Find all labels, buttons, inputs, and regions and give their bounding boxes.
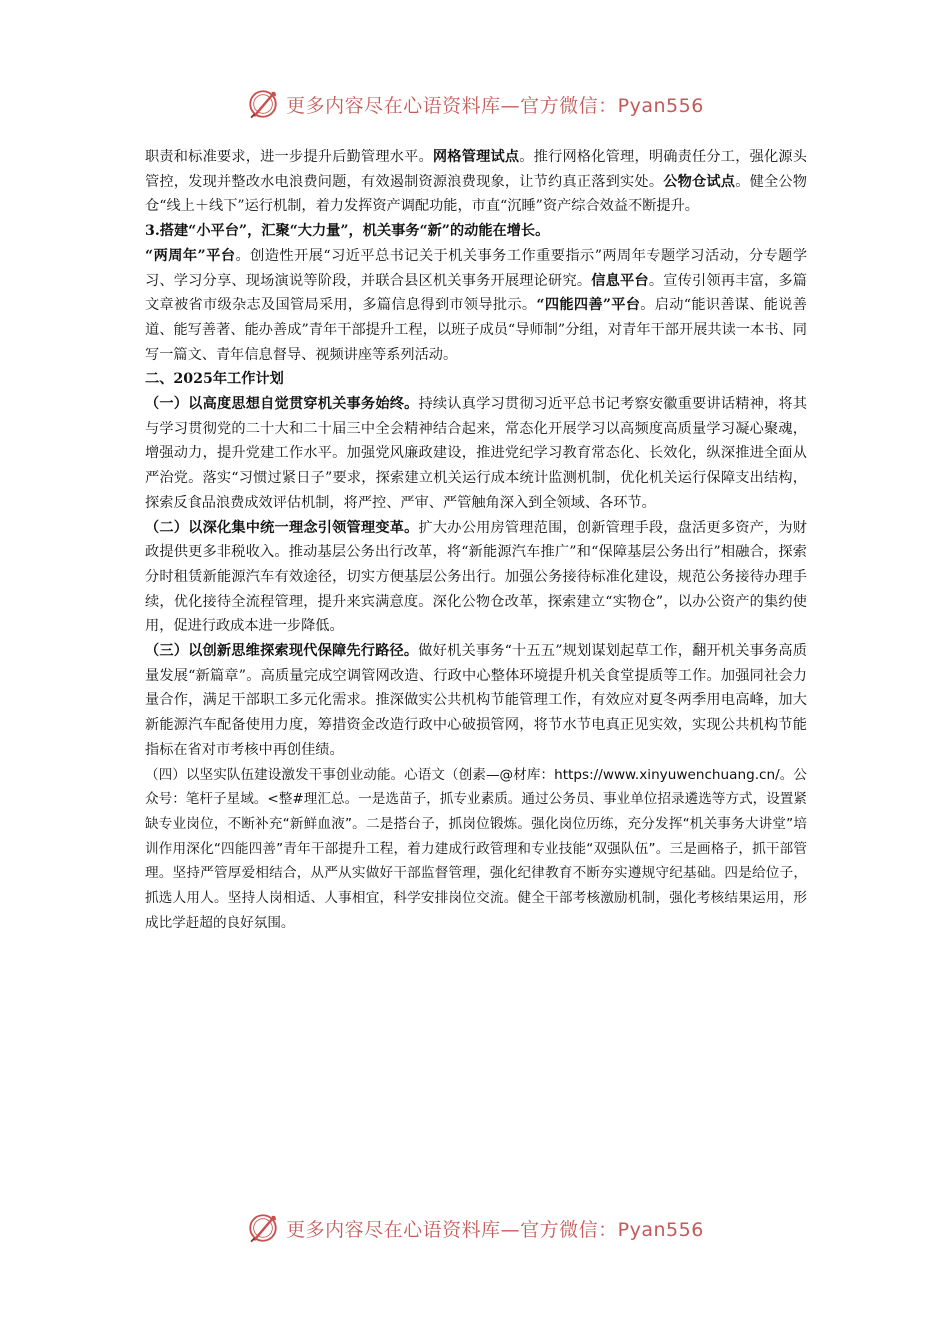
text-run: 职责和标准要求，进一步提升后勤管理水平。 bbox=[145, 149, 433, 165]
text-run: 。推行网格化管理，明确责任分工，强化源头管控，发现并整改水电浪费问题，有效遏制资源浪费现象，让节约真正落到实处。 bbox=[145, 149, 807, 190]
section-heading-2025-plan: 二、2025年工作计划 bbox=[145, 371, 284, 388]
bold-heading-grid-pilot: 网格管理试点 bbox=[432, 149, 520, 165]
subheading-platforms: 3.搭建“小平台”，汇聚“大力量”，机关事务“新”的动能在增长。 bbox=[145, 223, 550, 240]
quill-pen-logo-icon bbox=[246, 87, 280, 121]
bold-heading-plan-1: （一）以高度思想自觉贯穿机关事务始终。 bbox=[145, 396, 419, 413]
header-banner-text: 更多内容尽在心语资料库—官方微信：Pyan556 bbox=[286, 94, 704, 117]
header-banner bbox=[0, 84, 950, 124]
document-body bbox=[145, 145, 807, 936]
text-run: 扩大办公用房管理范围，创新管理手段，盘活更多资产，为财政提供更多非税收入。推动基层公务出行改革，将“新能源汽车推广”和“保障基层公务出行”相融合，探索分时租赁新能源汽车有效途径，切实方便基层公务出行。加强公务接待标准化建设，规范公务接待办理手续，优化接待全流程管理，提升来宾满意度。深化公物仓改革，探索建立“实物仓”，以办公资产的集约使用，促进行政成本进一步降低。 bbox=[145, 519, 807, 635]
quill-pen-logo-icon bbox=[246, 1211, 280, 1245]
bold-heading-anniversary-platform: “两周年”平台 bbox=[145, 247, 236, 264]
bold-heading-plan-2: （二）以深化集中统一理念引领管理变革。 bbox=[145, 519, 419, 536]
paragraph-logistics-pilots bbox=[145, 145, 807, 219]
footer-banner-text: 更多内容尽在心语资料库—官方微信：Pyan556 bbox=[286, 1218, 704, 1241]
text-run: 持续认真学习贯彻习近平总书记考察安徽重要讲话精神，将其与学习贯彻党的二十大和二十届三中全会精神结合起来，常态化开展学习以高频度高质量学习凝心聚魂，增强动力，提升党建工作水平。加强党风廉政建设，推进党纪学习教育常态化、长效化，纵深推进全面从严治党。落实“习惯过紧日子”要求，探索建立机关运行成本统计监测机制，优化机关运行保障支出结构，探索反食品浪费成效评估机制，将严控、严审、严管触角深入到全领域、各环节。 bbox=[145, 396, 807, 511]
text-run: 。宣传引领再丰富，多篇文章被省市级杂志及国管局采用，多篇信息得到市领导批示。 bbox=[145, 272, 807, 314]
paragraph-plan-2 bbox=[145, 516, 807, 640]
text-run: 。启动“能识善谋、能说善道、能写善著、能办善成”青年干部提升工程，以班子成员“导师制”分组，对青年干部开展共读一本书、同写一篇文、青年信息督导、视频讲座等系列活动。 bbox=[145, 297, 807, 363]
bold-heading-four-abilities-platform: “四能四善”平台 bbox=[536, 297, 641, 314]
text-run: 做好机关事务“十五五”规划谋划起草工作，翻开机关事务高质量发展“新篇章”。高质量完成空调管网改造、行政中心整体环境提升机关食堂提质等工作。加强同社会力量合作，满足干部职工多元化需求。推深做实公共机构节能管理工作，有效应对夏冬两季用电高峰，加大新能源汽车配备使用力度，筹措资金改造行政中心破损管网，将节水节电真正见实效，实现公共机构节能指标在省对市考核中再创佳绩。 bbox=[145, 643, 807, 758]
text-run: 。健全公物仓“线上＋线下”运行机制，着力发挥资产调配功能，市直“沉睡”资产综合效益不断提升。 bbox=[145, 173, 807, 215]
text-run: 。创造性开展“习近平总书记关于机关事务工作重要指示”两周年专题学习活动，分专题学习、学习分享、现场演说等阶段，并联合县区机关事务开展理论研究。 bbox=[145, 247, 808, 289]
bold-heading-info-platform: 信息平台 bbox=[591, 272, 649, 289]
paragraph-plan-4: （四）以坚实队伍建设激发干事创业动能。心语文（创素—@材库：https://www.xinyuwenchuang.cn/。公众号：笔杆子星域。<整#理汇总。一是选苗子，抓专业素质。通过公务员、事业单位招录遴选等方式，设置紧缺专业岗位，不断补充“新鲜血液”。二是搭台子，抓岗位锻炼。强化岗位历练，充分发挥“机关事务大讲堂”培训作用深化“四能四善”青年干部提升工程，着力建成行政管理和专业技能“双强队伍”。三是画格子，抓干部管理。坚持严管厚爱相结合，从严从实做好干部监督管理，强化纪律教育不断夯实遵规守纪基础。四是给位子，抓选人用人。坚持人岗相适、人事相宜，科学安排岗位交流。健全干部考核激励机制，强化考核结果运用，形成比学赶超的良好氛围。 bbox=[145, 766, 807, 931]
bold-heading-plan-3: （三）以创新思维探索现代保障先行路径。 bbox=[145, 643, 419, 660]
footer-banner bbox=[0, 1208, 950, 1248]
paragraph-plan-3 bbox=[145, 639, 807, 763]
paragraph-plan-1 bbox=[145, 392, 807, 516]
bold-heading-warehouse-pilot: 公物仓试点 bbox=[663, 173, 736, 190]
paragraph-platforms bbox=[145, 244, 807, 368]
